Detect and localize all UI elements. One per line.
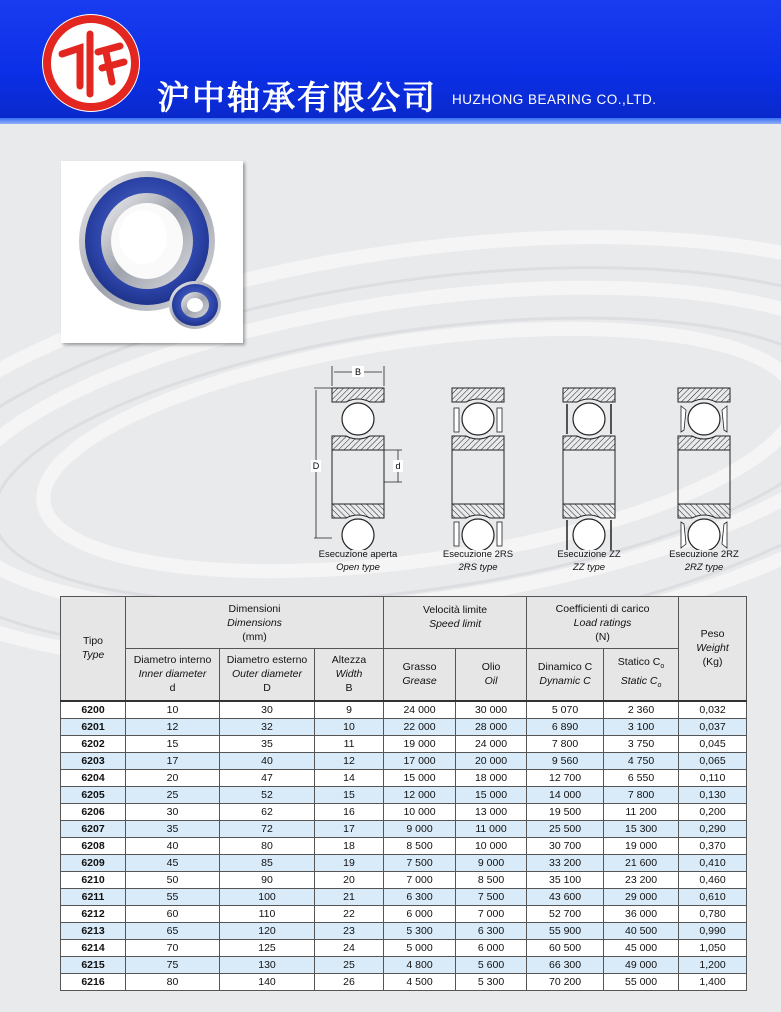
table-cell: 24 [315,939,384,956]
table-cell: 5 300 [384,922,456,939]
header-olio [456,649,527,701]
table-cell: 17 [126,752,220,769]
header-statico-label [617,656,665,671]
header-peso-label: Peso [700,628,725,641]
company-name-chinese: 沪中轴承有限公司 [157,78,437,117]
diagram-label-2rs [423,548,533,574]
table-cell: 7 000 [384,871,456,888]
table-cell: 9 [315,701,384,719]
table-cell: 3 750 [604,735,679,752]
bearing-type-cell: 6213 [61,922,126,939]
dim-label-b: B [354,367,362,377]
table-cell: 0,110 [679,769,747,786]
table-row [61,922,747,939]
table-cell: 85 [220,854,315,871]
table-cell: 60 [126,905,220,922]
table-cell: 7 800 [527,735,604,752]
header-outer-en: Outer diameter [231,668,303,681]
header-banner [0,0,781,124]
table-cell: 0,130 [679,786,747,803]
table-cell: 20 [126,769,220,786]
header-velocita [384,597,527,649]
header-dinamico-label: Dinamico C [537,661,593,674]
header-width-sym: B [345,682,353,695]
dim-label-d-outer: D [312,461,320,471]
table-cell: 12 [126,718,220,735]
header-peso-en: Weight [696,642,729,655]
table-cell: 32 [220,718,315,735]
table-cell: 0,610 [679,888,747,905]
table-cell: 125 [220,939,315,956]
diagram-name: Esecuzione aperta [318,549,398,560]
header-outer-sym: D [263,682,271,695]
table-cell: 19 000 [604,837,679,854]
table-cell: 15 000 [456,786,527,803]
diagram-name-en: ZZ type [572,562,606,573]
table-cell: 62 [220,803,315,820]
table-cell: 36 000 [604,905,679,922]
header-width-en: Width [335,668,363,681]
table-cell: 130 [220,956,315,973]
table-row [61,718,747,735]
table-cell: 15 [126,735,220,752]
header-coeff [527,597,679,649]
bearing-type-cell: 6203 [61,752,126,769]
table-cell: 23 200 [604,871,679,888]
table-row [61,837,747,854]
table-cell: 0,780 [679,905,747,922]
table-row [61,769,747,786]
header-statico-text: Statico C [617,656,661,669]
table-cell: 25 500 [527,820,604,837]
table-cell: 0,990 [679,922,747,939]
table-cell: 9 000 [456,854,527,871]
table-row [61,888,747,905]
table-row [61,803,747,820]
table-cell: 28 000 [456,718,527,735]
table-cell: 5 600 [456,956,527,973]
bearing-type-cell: 6204 [61,769,126,786]
bearing-type-cell: 6209 [61,854,126,871]
header-tipo-label: Tipo [82,635,104,648]
table-cell: 0,290 [679,820,747,837]
table-cell: 12 000 [384,786,456,803]
table-cell: 18 000 [456,769,527,786]
header-dinamico [527,649,604,701]
bearing-cross-section-diagrams [300,360,760,580]
table-cell: 40 500 [604,922,679,939]
table-cell: 9 560 [527,752,604,769]
company-name-english: HUZHONG BEARING CO.,LTD. [452,92,657,107]
header-coeff-label: Coefficienti di carico [555,602,650,615]
bearing-photo [61,161,243,343]
table-cell: 19 000 [384,735,456,752]
table-cell: 90 [220,871,315,888]
table-cell: 25 [126,786,220,803]
header-peso-unit: (Kg) [702,656,723,669]
header-velocita-label: Velocità limite [422,604,488,616]
table-cell: 7 000 [456,905,527,922]
table-cell: 24 000 [384,701,456,719]
table-row [61,752,747,769]
table-cell: 16 [315,803,384,820]
table-cell: 24 000 [456,735,527,752]
diagram-label-zz [534,548,644,574]
table-cell: 7 800 [604,786,679,803]
table-cell: 0,045 [679,735,747,752]
diagram-name: Esecuzione 2RZ [669,549,739,560]
table-cell: 6 890 [527,718,604,735]
table-cell: 21 [315,888,384,905]
table-cell: 1,050 [679,939,747,956]
table-cell: 0,032 [679,701,747,719]
ball-bearing-photo [61,161,243,343]
table-row [61,905,747,922]
table-cell: 6 000 [384,905,456,922]
table-cell: 22 [315,905,384,922]
bearing-type-cell: 6208 [61,837,126,854]
dim-label-d-inner: d [395,461,401,471]
table-cell: 6 300 [456,922,527,939]
table-cell: 19 [315,854,384,871]
table-cell: 100 [220,888,315,905]
table-cell: 11 200 [604,803,679,820]
table-cell: 120 [220,922,315,939]
table-cell: 3 100 [604,718,679,735]
table-cell: 4 800 [384,956,456,973]
table-cell: 43 600 [527,888,604,905]
table-cell: 66 300 [527,956,604,973]
header-velocita-en: Speed limit [429,618,482,630]
table-cell: 35 [220,735,315,752]
table-cell: 52 700 [527,905,604,922]
header-dimensioni-label: Dimensioni [228,602,281,615]
subscript-o: o [657,682,662,690]
table-row [61,973,747,990]
bearing-type-cell: 6210 [61,871,126,888]
diagram-label-open [303,548,413,574]
table-cell: 0,200 [679,803,747,820]
bearing-type-cell: 6212 [61,905,126,922]
table-row [61,820,747,837]
bearing-type-cell: 6200 [61,701,126,719]
table-cell: 25 [315,956,384,973]
table-cell: 17 [315,820,384,837]
table-cell: 75 [126,956,220,973]
table-cell: 49 000 [604,956,679,973]
bearing-type-cell: 6201 [61,718,126,735]
table-cell: 10 [315,718,384,735]
table-row [61,854,747,871]
table-cell: 30 [126,803,220,820]
table-cell: 2 360 [604,701,679,719]
table-cell: 4 750 [604,752,679,769]
table-row [61,939,747,956]
table-cell: 23 [315,922,384,939]
header-dimensioni [126,597,384,649]
header-outer-label: Diametro esterno [226,654,308,667]
bearing-type-cell: 6202 [61,735,126,752]
bearing-type-cell: 6216 [61,973,126,990]
table-cell: 0,037 [679,718,747,735]
header-grasso-en: Grease [402,675,437,688]
header-grasso-label: Grasso [402,661,437,674]
header-inner-label: Diametro interno [133,654,212,667]
table-cell: 35 [126,820,220,837]
table-cell: 14 000 [527,786,604,803]
table-cell: 55 000 [604,973,679,990]
table-cell: 26 [315,973,384,990]
table-cell: 70 [126,939,220,956]
cross-section-drawings [300,360,760,550]
diagram-name-en: 2RZ type [684,562,724,573]
table-cell: 0,460 [679,871,747,888]
header-coeff-unit: (N) [595,630,610,643]
table-cell: 5 070 [527,701,604,719]
table-cell: 9 000 [384,820,456,837]
subscript-o: o [660,663,665,671]
table-cell: 6 550 [604,769,679,786]
table-cell: 6 300 [384,888,456,905]
table-cell: 1,200 [679,956,747,973]
table-cell: 55 [126,888,220,905]
table-cell: 30 700 [527,837,604,854]
header-coeff-en: Load ratings [573,616,632,629]
table-cell: 33 200 [527,854,604,871]
header-tipo-en: Type [81,649,105,662]
header-tipo [61,597,126,701]
table-cell: 14 [315,769,384,786]
table-cell: 80 [126,973,220,990]
table-cell: 11 000 [456,820,527,837]
table-cell: 10 000 [384,803,456,820]
table-cell: 8 500 [384,837,456,854]
table-cell: 140 [220,973,315,990]
table-cell: 15 300 [604,820,679,837]
table-cell: 45 000 [604,939,679,956]
table-cell: 70 200 [527,973,604,990]
table-row [61,786,747,803]
table-cell: 18 [315,837,384,854]
header-statico-en [604,674,678,693]
table-cell: 30 000 [456,701,527,719]
bearing-type-cell: 6215 [61,956,126,973]
table-cell: 0,410 [679,854,747,871]
table-cell: 15 [315,786,384,803]
table-cell: 72 [220,820,315,837]
header-inner-en: Inner diameter [138,668,207,681]
diagram-label-2rz [649,548,759,574]
table-cell: 6 000 [456,939,527,956]
huzhong-logo-icon [40,12,142,114]
header-width [315,649,384,701]
diagram-name-en: 2RS type [458,562,498,573]
table-cell: 22 000 [384,718,456,735]
table-cell: 40 [126,837,220,854]
bearing-type-cell: 6207 [61,820,126,837]
table-cell: 45 [126,854,220,871]
spec-table-body [61,701,747,991]
table-cell: 7 500 [384,854,456,871]
header-bottom-strip [0,118,781,124]
table-cell: 12 700 [527,769,604,786]
table-cell: 5 300 [456,973,527,990]
table-cell: 10 000 [456,837,527,854]
table-row [61,701,747,719]
diagram-name: Esecuzione ZZ [557,549,621,560]
bearing-type-cell: 6211 [61,888,126,905]
bearing-type-cell: 6205 [61,786,126,803]
diagram-name: Esecuzione 2RS [442,549,514,560]
table-cell: 40 [220,752,315,769]
header-dimensioni-unit: (mm) [242,630,267,643]
header-dinamico-en: Dynamic C [539,675,591,688]
header-olio-en: Oil [484,675,498,688]
table-cell: 12 [315,752,384,769]
header-statico [604,649,679,701]
header-inner-sym: d [169,682,176,695]
table-cell: 80 [220,837,315,854]
table-cell: 110 [220,905,315,922]
table-cell: 10 [126,701,220,719]
table-cell: 20 [315,871,384,888]
header-outer [220,649,315,701]
table-cell: 4 500 [384,973,456,990]
bearing-type-cell: 6214 [61,939,126,956]
bearing-spec-table [60,596,747,991]
table-cell: 65 [126,922,220,939]
table-cell: 0,065 [679,752,747,769]
table-cell: 1,400 [679,973,747,990]
table-cell: 15 000 [384,769,456,786]
table-cell: 50 [126,871,220,888]
header-statico-en-text: Static C [620,675,658,688]
header-grasso [384,649,456,701]
table-cell: 8 500 [456,871,527,888]
table-cell: 55 900 [527,922,604,939]
header-dimensioni-en: Dimensions [227,616,282,629]
header-peso [679,597,747,701]
table-cell: 29 000 [604,888,679,905]
header-inner [126,649,220,701]
table-cell: 0,370 [679,837,747,854]
table-cell: 47 [220,769,315,786]
table-cell: 35 100 [527,871,604,888]
table-cell: 13 000 [456,803,527,820]
table-cell: 7 500 [456,888,527,905]
table-cell: 21 600 [604,854,679,871]
header-olio-label: Olio [481,661,501,674]
table-cell: 20 000 [456,752,527,769]
table-cell: 17 000 [384,752,456,769]
table-cell: 60 500 [527,939,604,956]
table-row [61,735,747,752]
table-cell: 52 [220,786,315,803]
bearing-type-cell: 6206 [61,803,126,820]
table-row [61,871,747,888]
diagram-name-en: Open type [336,562,380,573]
header-width-label: Altezza [331,654,367,667]
table-cell: 19 500 [527,803,604,820]
table-cell: 30 [220,701,315,719]
table-row [61,956,747,973]
table-cell: 5 000 [384,939,456,956]
table-cell: 11 [315,735,384,752]
